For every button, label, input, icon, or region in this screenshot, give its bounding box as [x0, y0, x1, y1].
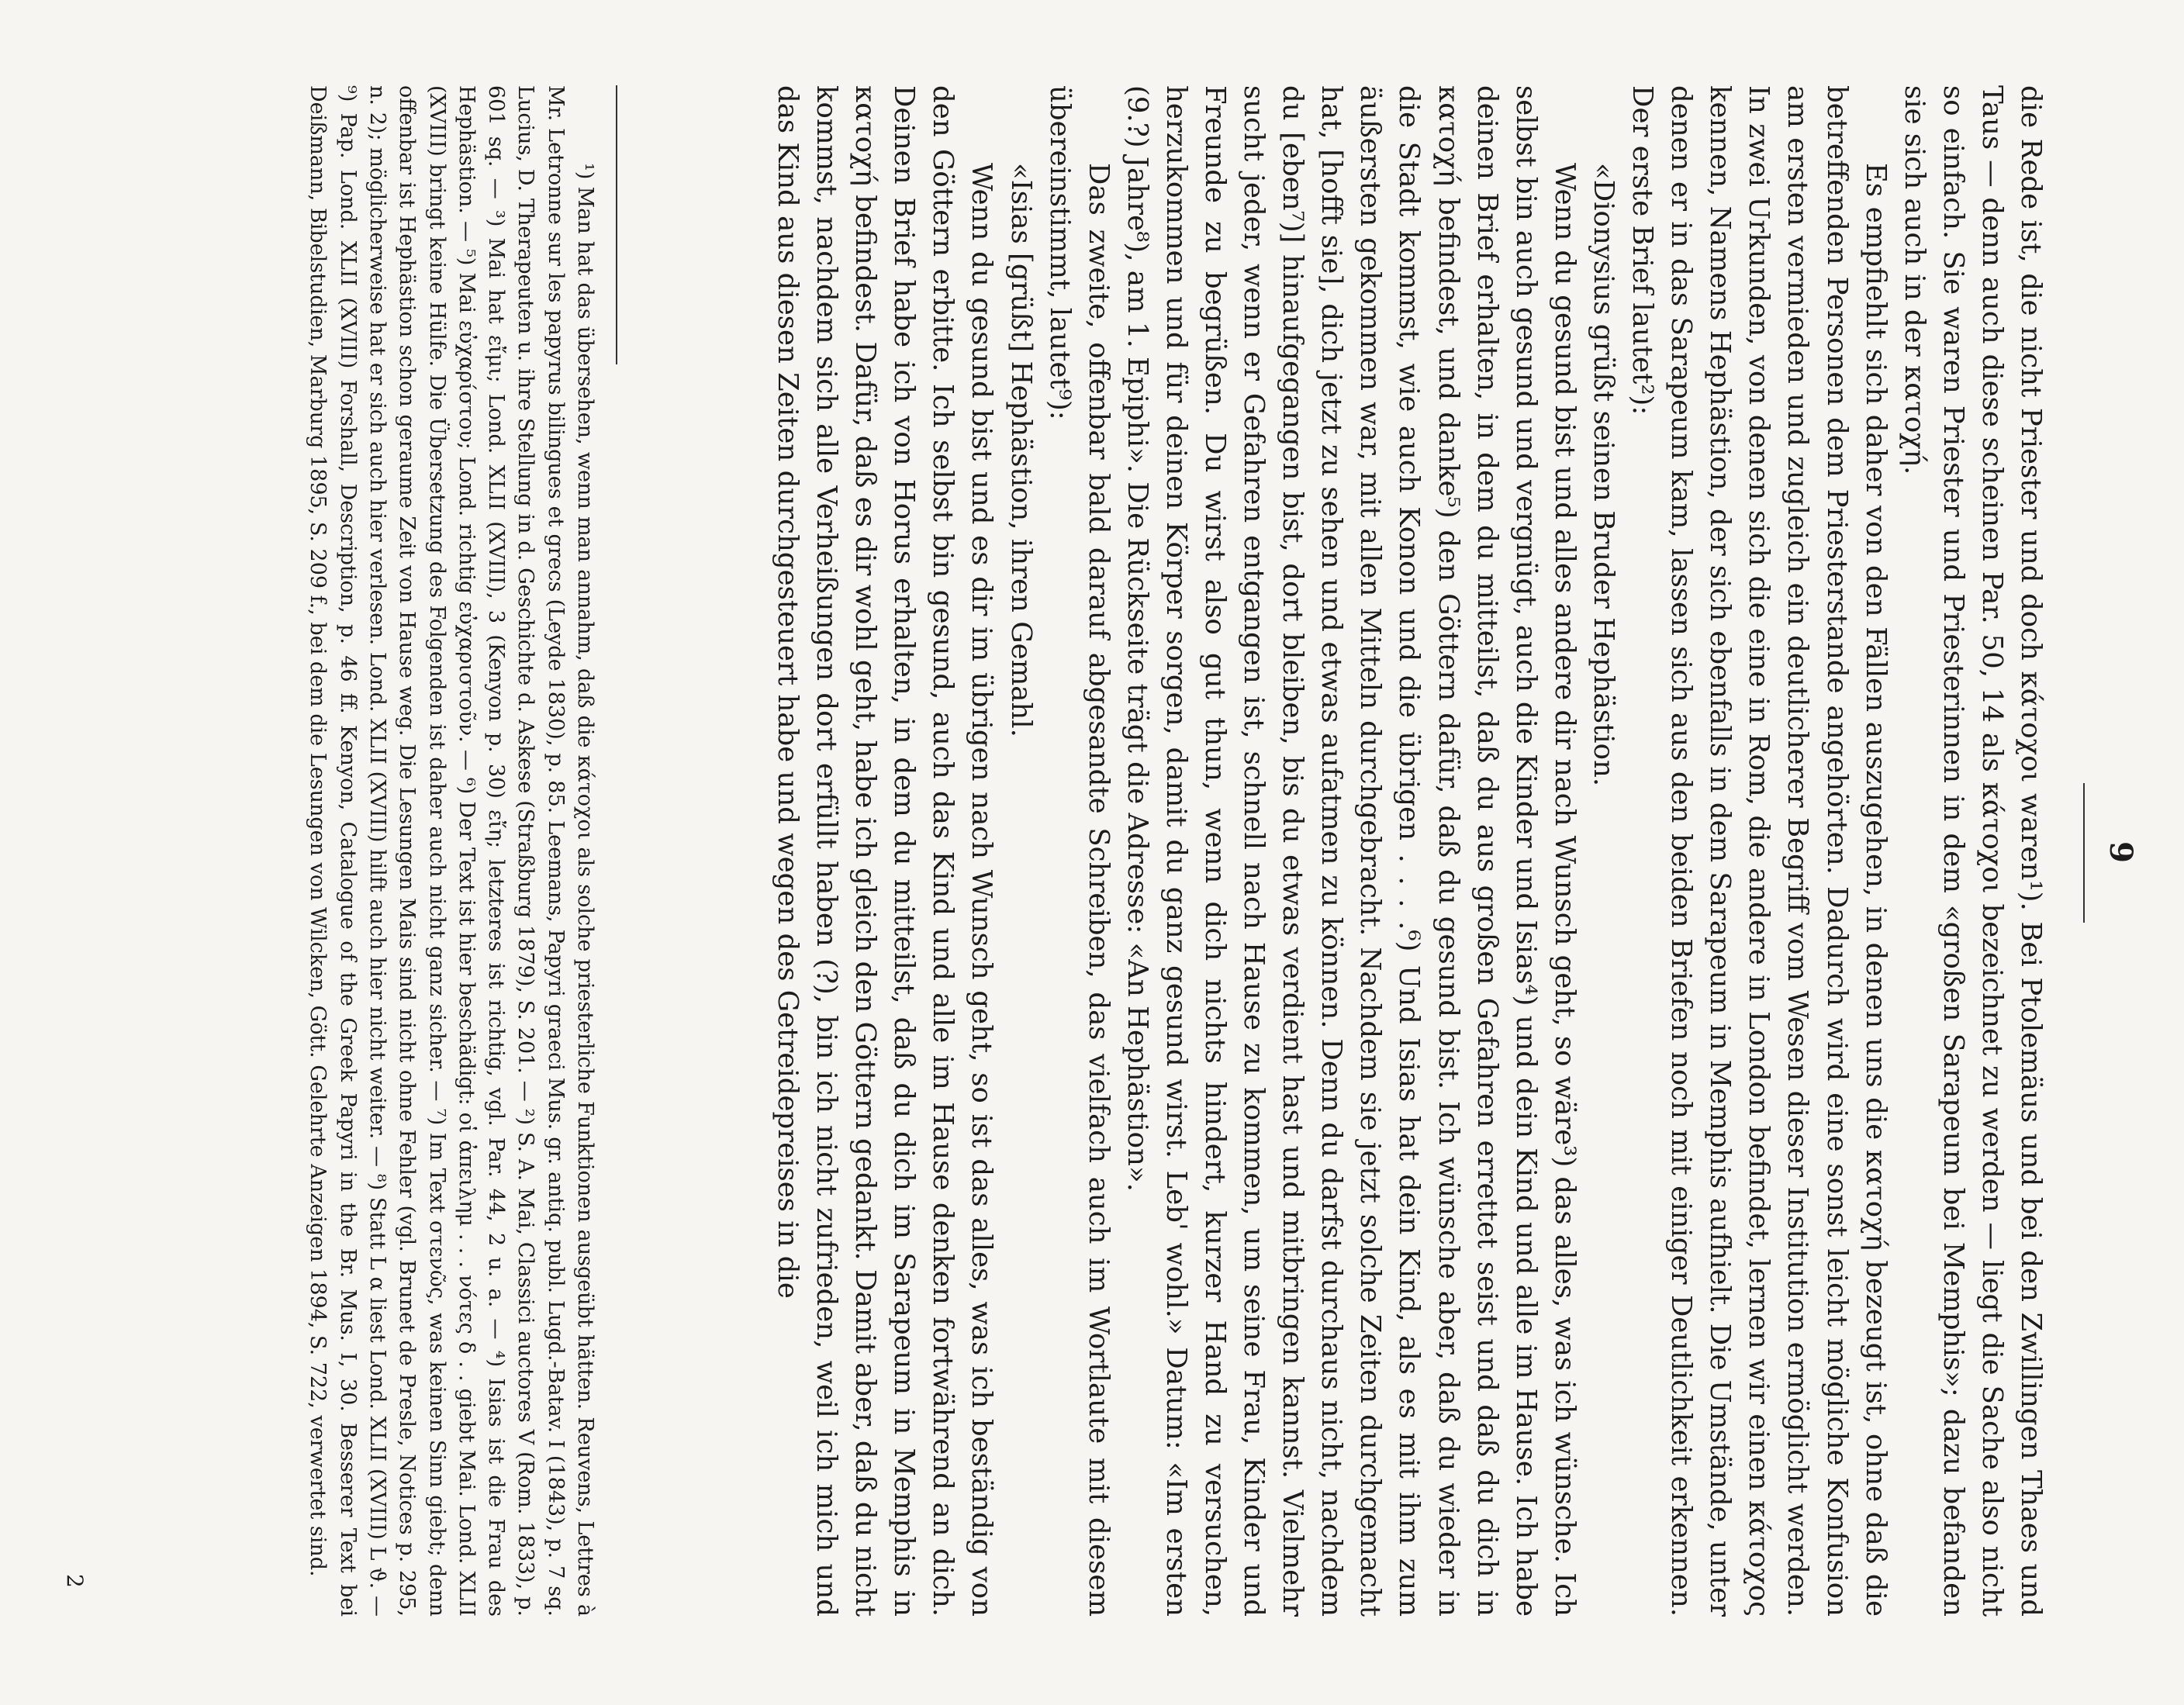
- letter-salutation: «Dionysius grüßt seinen Bruder Hephästion.: [1587, 163, 1619, 787]
- letter-salutation: «Isias [grüßt] Hephästion, ihren Gemahl.: [1004, 163, 1037, 737]
- header-rule: [2083, 783, 2085, 923]
- body-text: [768, 85, 2050, 1617]
- footnote-rule: [616, 85, 617, 364]
- signature-mark: 2: [62, 1574, 88, 1588]
- page-number: 9: [2103, 841, 2139, 865]
- rotated-page-content: [37, 31, 2147, 1675]
- letter-body: Wenn du gesund bist und es dir im übrigen nach Wunsch geht, so ist das alles, was ich beständig von den Göttern erbitte. Ich selbst bin gesund, auch das Kind und alle im Hause denken fortwährend an dich. Deinen Brief habe ich von Horus erhalten, in dem du mitteilst, daß du dich im Sarapeum in Memphis in κατοχή befindest. Dafür, daß es dir wohl geht, habe ich gleich den Göttern gedankt. Damit aber, daß du nicht kommst, nachdem sich alle Verheißungen dort erfüllt haben (?), bin ich nicht zufrieden, weil ich mich und das Kind aus diesen Zeiten durchgesteuert habe und wegen des Getreidepreises in die: [772, 85, 998, 1617]
- letter-body: Wenn du gesund bist und alles andere dir nach Wunsch geht, so wäre³) das alles, was ich wünsche. Ich selbst bin auch gesund und vergnügt, auch die Kinder und Isias⁴) und dein Kind und alle im Hause. Ich habe deinen Brief erhalten, in dem du mitteilst, daß du aus großen Gefahren errettet seist und daß du dich in κατοχή befindest, und danke⁵) den Göttern dafür, daß du gesund bist. Ich wünsche aber, daß du wieder in die Stadt kommst, wie auch Konon und die übrigen . . . .⁶) Und Isias hat dein Kind, als es mit ihm zum äußersten gekommen war, mit allen Mitteln durchgebracht. Nachdem sie jetzt solche Zeiten durchgemacht hat, [hofft sie], dich jetzt zu sehen und etwas aufatmen zu können. Denn du darfst durchaus nicht, nachdem du [eben⁷)] hinaufgegangen bist, dort bleiben, bis du etwas verdient hast und mitbringen kannst. Vielmehr sucht jeder, wenn er Gefahren entgangen ist, schnell nach Hause zu kommen, um seine Frau, Kinder und Freunde zu begrüßen. Du wirst also gut thun, wenn dich nichts hindert, kurzer Hand zu versuchen, herzukommen und für deinen Körper sorgen, damit du ganz gesund wirst. Leb' wohl.» Datum: «Im ersten (9.?) Jahre⁸), am 1. Epiphi». Die Rückseite trägt die Adresse: «An Hephästion».: [1121, 85, 1581, 1617]
- footnotes: [302, 85, 600, 1617]
- footnote-block: ¹) Man hat das übersehen, wenn man annahm, daß die κάτοχοι als solche priesterliche Funktionen ausgeübt hätten. Reuvens, Lettres à Mr. Letronne sur les papyrus bilingues et grecs (Leyde 1830), p. 85. Leemans, Papyri graeci Mus. gr. antiq. publ. Lugd.-Batav. I (1843), p. 7 sq. Lucius, D. Therapeuten u. ihre Stellung in d. Geschichte d. Askese (Straßburg 1879), S. 201. — ²) S. A. Mai, Classici auctores V (Rom. 1833), p. 601 sq. — ³) Mai hat εἴμι; Lond. XLII (XVIII), 3 (Kenyon p. 30) εἴη; letzteres ist richtig, vgl. Par. 44, 2 u. a. — ⁴) Isias ist die Frau des Hephästion. — ⁵) Mai εὐχαρίστου; Lond. richtig εὐχαριστοῦν. — ⁶) Der Text ist hier beschädigt: οἱ ἀπειλημ . . . νότες δ . . giebt Mai. Lond. XLII (XVIII) bringt keine Hülfe. Die Übersetzung des Folgenden ist daher auch nicht ganz sicher. — ⁷) Im Text στενῶς, was keinen Sinn giebt; denn offenbar ist Hephästion schon geraume Zeit von Hause weg. Die Lesungen Mais sind nicht ohne Fehler (vgl. Brunet de Presle, Notices p. 295, n. 2); möglicherweise hat er sich auch hier verlesen. Lond. XLII (XVIII) hilft auch hier nicht weiter. — ⁸) Statt L α liest Lond. XLII (XVIII) L ϑ. — ⁹) Pap. Lond. XLII (XVIII) Forshall, Description, p. 46 ff. Kenyon, Catalogue of the Greek Papyri in the Br. Mus. I, 30. Besserer Text bei Deißmann, Bibelstudien, Marburg 1895, S. 209 f., bei dem die Lesungen von Wilcken, Gött. Gelehrte Anzeigen 1894, S. 722, verwertet sind.: [306, 85, 597, 1617]
- paragraph: die Rede ist, die nicht Priester und doch κάτοχοι waren¹). Bei Ptolemäus und bei den Zwillingen Thaes und Taus — denn auch diese scheinen Par. 50, 14 als κάτοχοι bezeichnet zu werden — liegt die Sache also nicht so einfach. Sie waren Priester und Priesterinnen in dem «großen Sarapeum bei Memphis»; dazu befanden sie sich auch in der κατοχή.: [1898, 85, 2047, 1617]
- paragraph: Das zweite, offenbar bald darauf abgesandte Schreiben, das vielfach auch im Wortlaute mit diesem übereinstimmt, lautet⁹):: [1043, 85, 1114, 1617]
- paragraph: Es empfiehlt sich daher von den Fällen auszugehen, in denen uns die κατοχή bezeugt ist, ohne daß die betreffenden Personen dem Priesterstande angehörten. Dadurch wird eine sonst leicht mögliche Konfusion am ersten vermieden und zugleich ein deutlicherer Begriff vom Wesen dieser Institution ermöglicht werden. In zwei Urkunden, von denen sich die eine in Rom, die andere in London befindet, lernen wir einen κάτοχος kennen, Namens Hephästion, der sich ebenfalls in dem Sarapeum in Memphis aufhielt. Die Umstände, unter denen er in das Sarapeum kam, lassen sich aus den beiden Briefen noch mit einiger Deutlichkeit erkennen. Der erste Brief lautet²):: [1626, 85, 1892, 1617]
